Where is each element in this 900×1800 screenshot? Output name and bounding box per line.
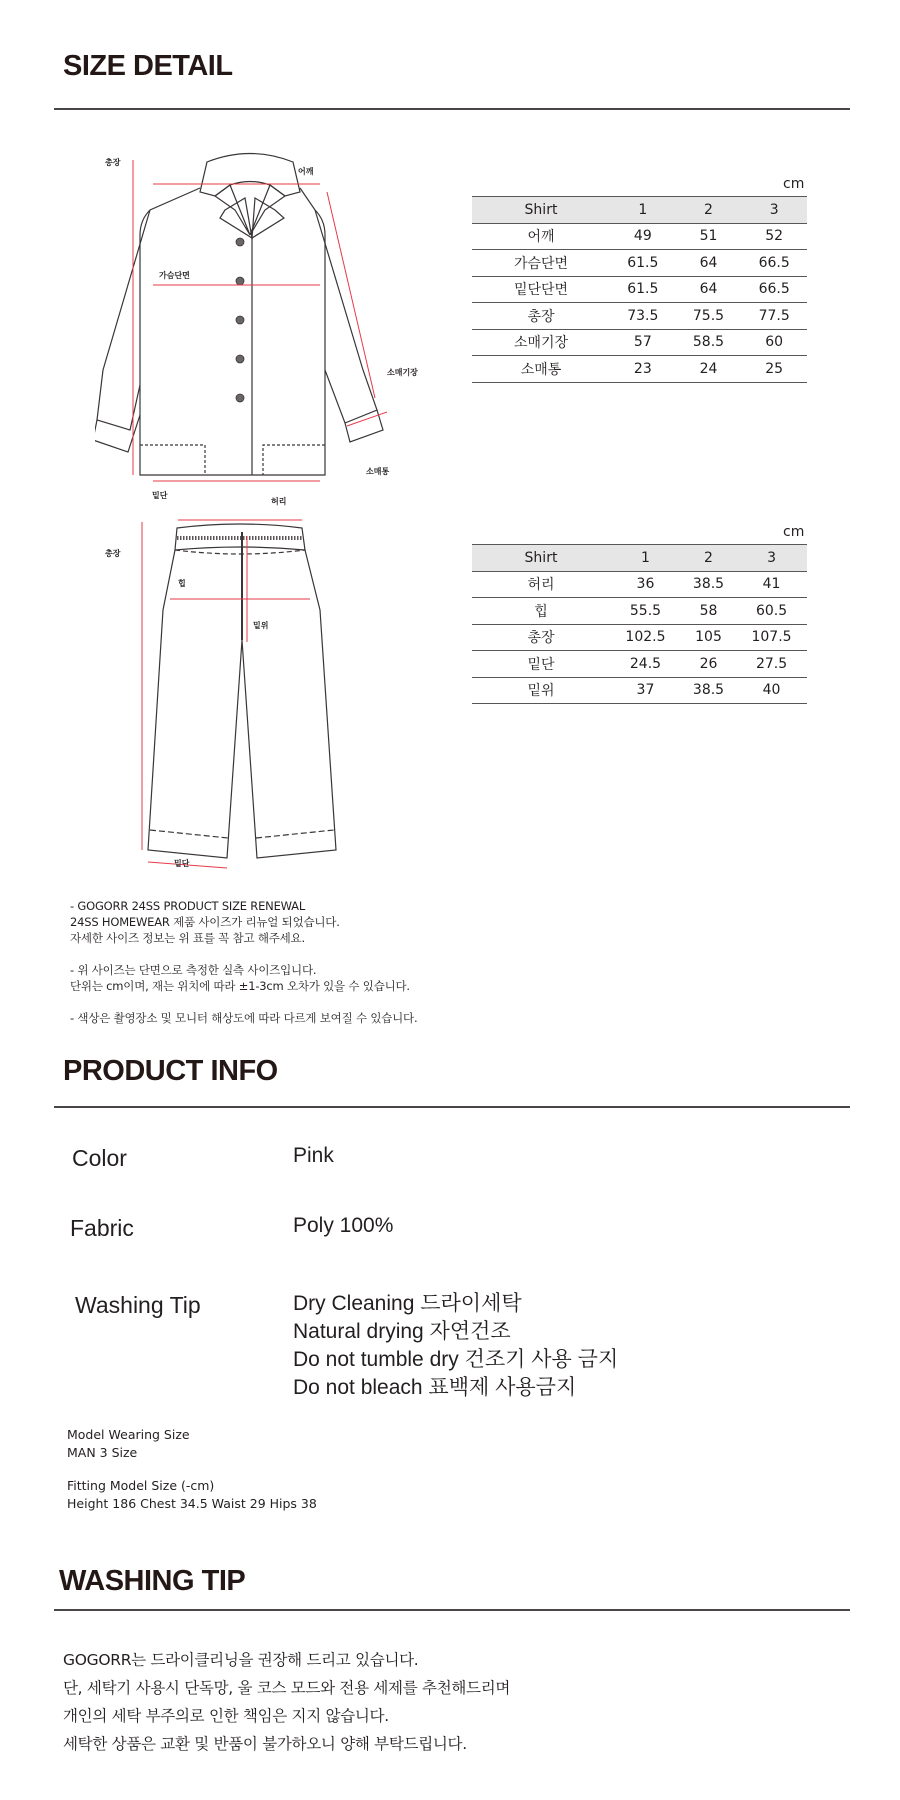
table-cell: 총장 bbox=[472, 624, 610, 651]
pants-table-unit: cm bbox=[783, 524, 805, 540]
table-cell: 밑단단면 bbox=[472, 276, 610, 303]
pants-table-row bbox=[472, 624, 807, 651]
table-cell: 소매통 bbox=[472, 356, 610, 383]
note-paragraph bbox=[70, 898, 417, 946]
table-cell: 58 bbox=[681, 598, 736, 625]
table-cell: 49 bbox=[610, 223, 676, 250]
pants-table-header-row bbox=[472, 545, 807, 572]
table-cell: 힙 bbox=[472, 598, 610, 625]
product-info-divider bbox=[54, 1106, 850, 1108]
shirt-table-row bbox=[472, 329, 807, 356]
table-cell: 24.5 bbox=[610, 651, 681, 678]
pants-table-header-cell: 3 bbox=[736, 545, 807, 572]
shirt-label-sleeve-opening: 소매통 bbox=[366, 467, 390, 476]
table-cell: 75.5 bbox=[676, 303, 742, 330]
table-cell: 허리 bbox=[472, 571, 610, 598]
shirt-table-header-cell: Shirt bbox=[472, 197, 610, 224]
table-cell: 40 bbox=[736, 677, 807, 704]
product-info-title: PRODUCT INFO bbox=[63, 1055, 278, 1087]
table-cell: 66.5 bbox=[741, 276, 807, 303]
table-cell: 밑단 bbox=[472, 651, 610, 678]
table-cell: 38.5 bbox=[681, 677, 736, 704]
note-paragraph bbox=[70, 962, 417, 994]
shirt-size-table bbox=[472, 196, 807, 383]
table-cell: 총장 bbox=[472, 303, 610, 330]
pants-label-total-length: 총장 bbox=[105, 549, 121, 558]
table-cell: 소매기장 bbox=[472, 329, 610, 356]
washing-tip-divider bbox=[54, 1609, 850, 1611]
table-cell: 58.5 bbox=[676, 329, 742, 356]
table-cell: 24 bbox=[676, 356, 742, 383]
shirt-table-row bbox=[472, 223, 807, 250]
table-cell: 25 bbox=[741, 356, 807, 383]
table-cell: 61.5 bbox=[610, 250, 676, 277]
table-cell: 어깨 bbox=[472, 223, 610, 250]
washing-tip-text-line: 세탁한 상품은 교환 및 반품이 불가하오니 양해 부탁드립니다. bbox=[63, 1735, 467, 1753]
model-wearing-line: Model Wearing Size bbox=[67, 1427, 190, 1442]
table-cell: 41 bbox=[736, 571, 807, 598]
table-cell: 38.5 bbox=[681, 571, 736, 598]
pants-table-row bbox=[472, 571, 807, 598]
shirt-right-sleeve bbox=[315, 210, 377, 423]
table-cell: 27.5 bbox=[736, 651, 807, 678]
shirt-table-unit: cm bbox=[783, 176, 805, 192]
washing-tip-text-line: 개인의 세탁 부주의로 인한 책임은 지지 않습니다. bbox=[63, 1707, 389, 1725]
shirt-collar bbox=[200, 154, 300, 197]
fitting-model-line: Height 186 Chest 34.5 Waist 29 Hips 38 bbox=[67, 1495, 317, 1511]
fabric-value: Poly 100% bbox=[293, 1214, 394, 1237]
fitting-model-line: Fitting Model Size (-cm) bbox=[67, 1478, 215, 1493]
note-line: 자세한 사이즈 정보는 위 표를 꼭 참고 해주세요. bbox=[70, 931, 305, 945]
pants-table-header-cell: 1 bbox=[610, 545, 681, 572]
washing-tip-line: Do not tumble dry 건조기 사용 금지 bbox=[293, 1348, 619, 1371]
table-cell: 60.5 bbox=[736, 598, 807, 625]
model-wearing-size bbox=[67, 1426, 190, 1461]
shirt-table-row bbox=[472, 356, 807, 383]
shirt-diagram bbox=[95, 140, 440, 520]
size-notes bbox=[70, 898, 417, 1042]
note-line: 24SS HOMEWEAR 제품 사이즈가 리뉴얼 되었습니다. bbox=[70, 915, 340, 929]
note-line: - 위 사이즈는 단면으로 측정한 실측 사이즈입니다. bbox=[70, 963, 317, 977]
model-wearing-line: MAN 3 Size bbox=[67, 1444, 138, 1460]
washing-tip-line: Natural drying 자연건조 bbox=[293, 1320, 511, 1343]
washing-tip-values bbox=[293, 1290, 618, 1402]
note-line: - GOGORR 24SS PRODUCT SIZE RENEWAL bbox=[70, 899, 306, 913]
shirt-table-header-cell: 2 bbox=[676, 197, 742, 224]
table-cell: 51 bbox=[676, 223, 742, 250]
note-line: 단위는 cm이며, 재는 위치에 따라 ±1-3cm 오차가 있을 수 있습니다. bbox=[70, 979, 410, 993]
pants-label-hem: 밑단 bbox=[174, 859, 190, 868]
note-line: - 색상은 촬영장소 및 모니터 해상도에 따라 다르게 보여질 수 있습니다. bbox=[70, 1011, 418, 1025]
shirt-table-header-cell: 3 bbox=[741, 197, 807, 224]
washing-tip-label: Washing Tip bbox=[75, 1292, 201, 1318]
pants-table-header-cell: 2 bbox=[681, 545, 736, 572]
color-value: Pink bbox=[293, 1144, 334, 1167]
washing-tip-body bbox=[63, 1646, 510, 1758]
pants-table-header-cell: Shirt bbox=[472, 545, 610, 572]
color-label: Color bbox=[72, 1145, 127, 1171]
pants-table-row bbox=[472, 598, 807, 625]
pants-table-row bbox=[472, 651, 807, 678]
shirt-label-total-length: 총장 bbox=[105, 158, 121, 167]
table-cell: 36 bbox=[610, 571, 681, 598]
pants-label-waist: 허리 bbox=[271, 497, 287, 506]
note-paragraph bbox=[70, 1010, 417, 1026]
shirt-measure-lines bbox=[133, 160, 390, 481]
table-cell: 60 bbox=[741, 329, 807, 356]
shirt-label-hem: 밑단 bbox=[152, 491, 168, 500]
washing-tip-line: Dry Cleaning 드라이세탁 bbox=[293, 1292, 522, 1315]
shirt-table-row bbox=[472, 276, 807, 303]
shirt-label-shoulder: 어깨 bbox=[298, 167, 314, 176]
washing-tip-line: Do not bleach 표백제 사용금지 bbox=[293, 1376, 577, 1399]
shirt-table-row bbox=[472, 303, 807, 330]
pants-measure-lines bbox=[142, 520, 310, 868]
shirt-label-sleeve-length: 소매기장 bbox=[387, 368, 418, 377]
table-cell: 66.5 bbox=[741, 250, 807, 277]
fitting-model-size bbox=[67, 1477, 317, 1512]
table-cell: 61.5 bbox=[610, 276, 676, 303]
shirt-table-header-row bbox=[472, 197, 807, 224]
size-detail-divider bbox=[54, 108, 850, 110]
table-cell: 77.5 bbox=[741, 303, 807, 330]
pants-size-table bbox=[472, 544, 807, 704]
table-cell: 105 bbox=[681, 624, 736, 651]
washing-tip-title: WASHING TIP bbox=[59, 1565, 246, 1597]
table-cell: 55.5 bbox=[610, 598, 681, 625]
shirt-table-header-cell: 1 bbox=[610, 197, 676, 224]
table-cell: 23 bbox=[610, 356, 676, 383]
table-cell: 가슴단면 bbox=[472, 250, 610, 277]
table-cell: 52 bbox=[741, 223, 807, 250]
pants-label-rise: 밑위 bbox=[253, 621, 269, 630]
shirt-table-row bbox=[472, 250, 807, 277]
pants-table-row bbox=[472, 677, 807, 704]
washing-tip-text-line: GOGORR는 드라이클리닝을 권장해 드리고 있습니다. bbox=[63, 1651, 419, 1669]
table-cell: 73.5 bbox=[610, 303, 676, 330]
washing-tip-text-line: 단, 세탁기 사용시 단독망, 울 코스 모드와 전용 세제를 추천해드리며 bbox=[63, 1679, 511, 1697]
shirt-left-sleeve bbox=[97, 210, 150, 430]
size-detail-title: SIZE DETAIL bbox=[63, 50, 233, 82]
shirt-buttons bbox=[236, 238, 244, 402]
table-cell: 26 bbox=[681, 651, 736, 678]
pants-label-hip: 힙 bbox=[178, 579, 186, 588]
table-cell: 107.5 bbox=[736, 624, 807, 651]
table-cell: 64 bbox=[676, 250, 742, 277]
table-cell: 102.5 bbox=[610, 624, 681, 651]
shirt-body bbox=[140, 188, 325, 475]
table-cell: 밑위 bbox=[472, 677, 610, 704]
table-cell: 57 bbox=[610, 329, 676, 356]
table-cell: 64 bbox=[676, 276, 742, 303]
table-cell: 37 bbox=[610, 677, 681, 704]
pants-diagram bbox=[130, 510, 370, 880]
fabric-label: Fabric bbox=[70, 1215, 134, 1241]
shirt-label-chest: 가슴단면 bbox=[159, 271, 190, 280]
